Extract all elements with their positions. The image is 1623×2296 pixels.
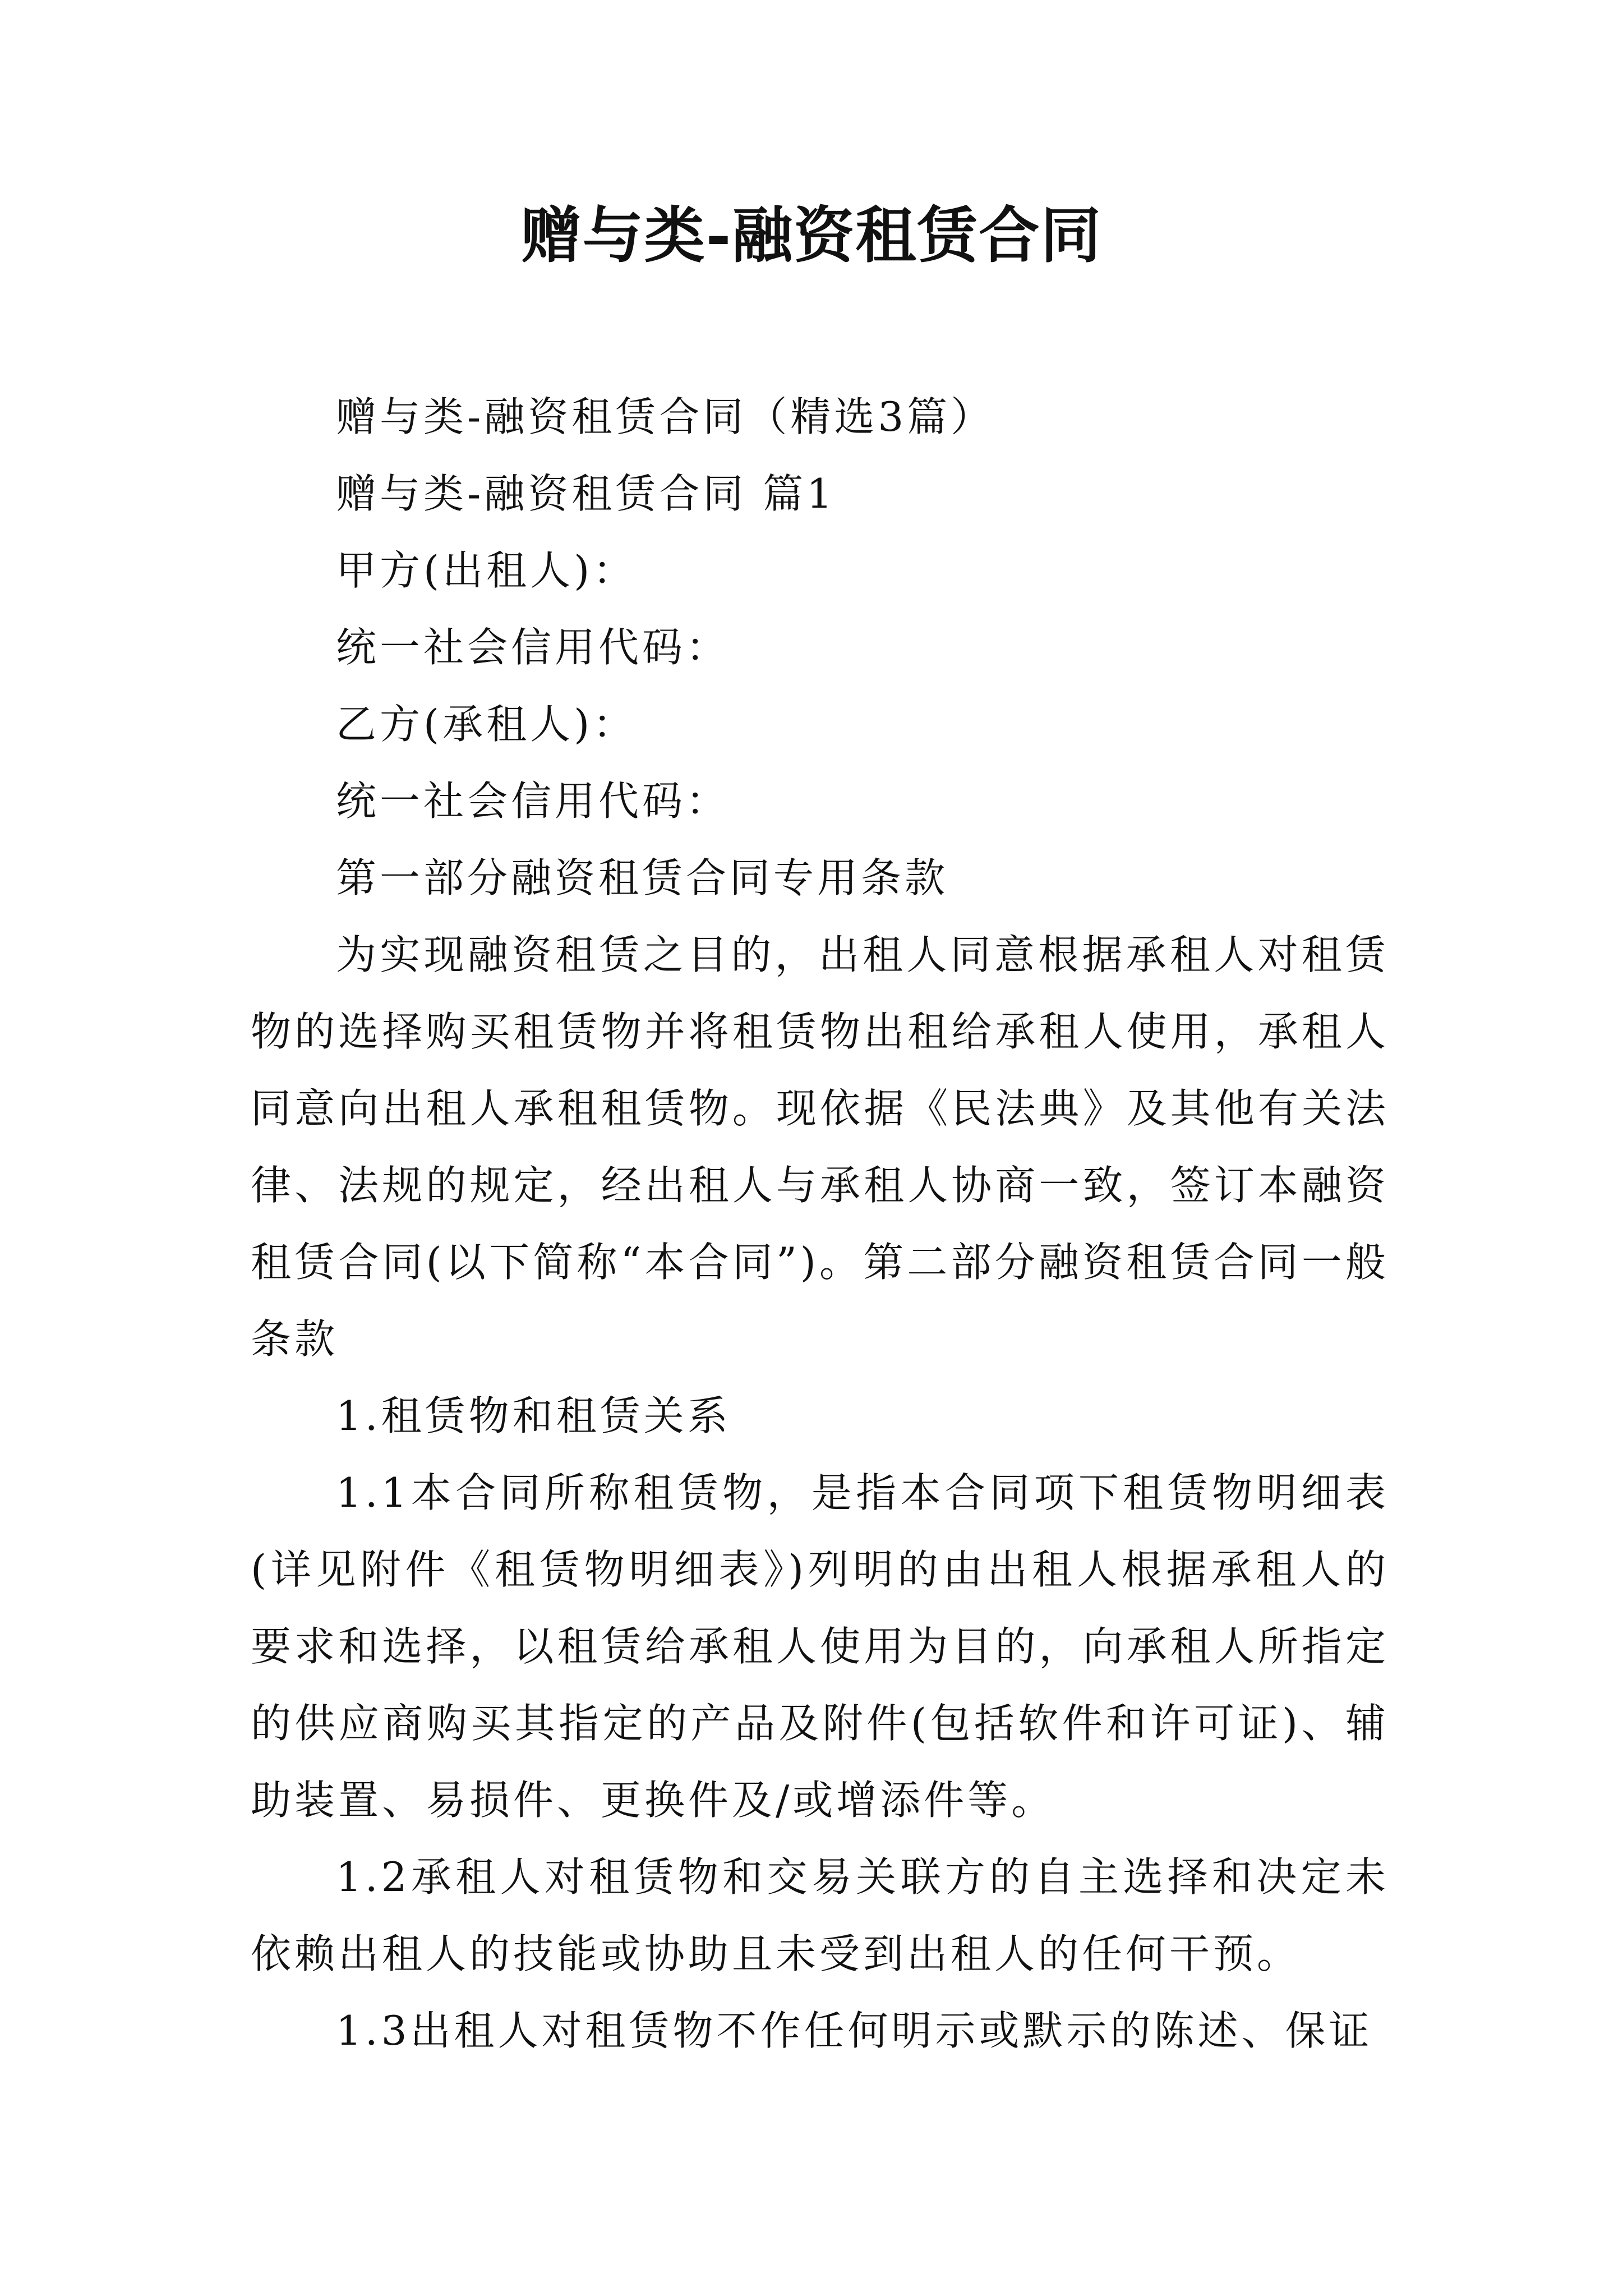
paragraph-part-heading: 赠与类-融资租赁合同 篇1 — [336, 470, 836, 517]
paragraph-clause-1-1: 1.1本合同所称租赁物，是指本合同项下租赁物明细表(详见附件《租赁物明细表》)列明的由出租人根据承租人的要求和选择，以租赁给承租人使用为目的，向承租人所指定的供应商购买其指定的产品及附件(包括软件和许可证)、辅助装置、易损件、更换件及/或增添件等。 — [251, 1469, 1389, 1824]
paragraph-section-heading: 第一部分融资租赁合同专用条款 — [336, 854, 949, 901]
paragraph-subtitle: 赠与类-融资租赁合同（精选3篇） — [336, 393, 995, 440]
paragraph-party-b-credit-code: 统一社会信用代码： — [336, 777, 730, 825]
paragraph-party-b: 乙方(承租人)： — [336, 701, 637, 748]
paragraph-party-a: 甲方(出租人)： — [336, 547, 637, 594]
paragraph-party-a-credit-code: 统一社会信用代码： — [336, 624, 730, 671]
document-body — [251, 379, 1389, 2069]
paragraph-clause-1: 1.租赁物和租赁关系 — [336, 1392, 731, 1439]
paragraph-clause-1-3: 1.3出租人对租赁物不作任何明示或默示的陈述、保证 — [336, 2007, 1373, 2054]
paragraph-preamble: 为实现融资租赁之目的，出租人同意根据承租人对租赁物的选择购买租赁物并将租赁物出租给承租人使用，承租人同意向出租人承租租赁物。现依据《民法典》及其他有关法律、法规的规定，经出租人与承租人协商一致，签订本融资租赁合同(以下简称“本合同”)。第二部分融资租赁合同一般条款 — [251, 931, 1389, 1363]
paragraph-clause-1-2: 1.2承租人对租赁物和交易关联方的自主选择和决定未依赖出租人的技能或协助且未受到出租人的任何干预。 — [251, 1853, 1389, 1977]
document-title: 赠与类-融资租赁合同 — [520, 200, 1103, 271]
